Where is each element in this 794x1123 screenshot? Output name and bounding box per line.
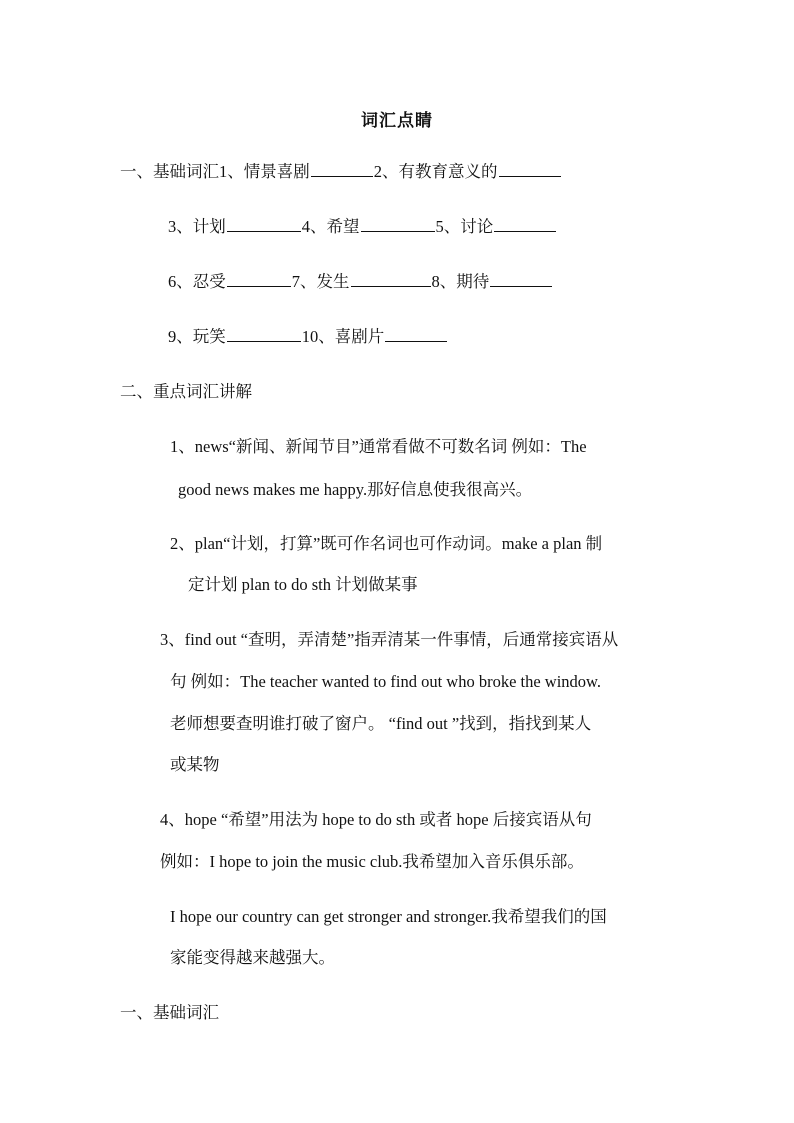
vocab-line-3 — [168, 271, 553, 293]
answer-blank — [227, 216, 301, 232]
explanation-line: 家能变得越来越强大。 — [170, 948, 335, 967]
vocab-line-2 — [168, 216, 557, 238]
vocab-item: 8、期待 — [431, 272, 490, 291]
explanation-line: 1、news“新闻、新闻节目”通常看做不可数名词 例如：The — [170, 437, 587, 456]
answer-blank — [499, 161, 561, 177]
answer-blank — [351, 271, 431, 287]
explanation-line: 2、plan“计划，打算”既可作名词也可作动词。make a plan 制 — [170, 534, 603, 553]
explanation-line: 句 例如：The teacher wanted to find out who broke the window. — [170, 672, 602, 691]
vocab-line-1 — [120, 161, 562, 183]
answer-blank — [385, 326, 447, 342]
answer-blank — [361, 216, 435, 232]
answer-blank — [227, 271, 291, 287]
explanation-line: 或某物 — [170, 755, 220, 774]
vocab-item: 7、发生 — [291, 272, 350, 291]
explanation-line: 例如：I hope to join the music club.我希望加入音乐俱乐部。 — [160, 852, 584, 871]
explanation-line: 老师想要查明谁打破了窗户。 “find out ”找到，指找到某人 — [170, 714, 592, 733]
vocab-item: 4、希望 — [301, 217, 360, 236]
answer-blank — [490, 271, 552, 287]
explanation-line: I hope our country can get stronger and stronger.我希望我们的国 — [170, 907, 607, 926]
section1-heading: 一、基础词汇 — [120, 162, 219, 181]
vocab-item: 10、喜剧片 — [301, 327, 385, 346]
page-title: 词汇点睛 — [361, 111, 433, 130]
section2-heading: 二、重点词汇讲解 — [120, 382, 252, 401]
section3-heading: 一、基础词汇 — [120, 1003, 219, 1022]
explanation-line: 定计划 plan to do sth 计划做某事 — [188, 575, 418, 594]
vocab-line-4 — [168, 326, 448, 348]
vocab-item: 5、讨论 — [435, 217, 494, 236]
explanation-line: 3、find out “查明，弄清楚”指弄清某一件事情，后通常接宾语从 — [160, 630, 619, 649]
explanation-line: good news makes me happy.那好信息使我很高兴。 — [178, 480, 533, 499]
explanation-line: 4、hope “希望”用法为 hope to do sth 或者 hope 后接宾语从句 — [160, 810, 592, 829]
vocab-item: 9、玩笑 — [168, 327, 226, 346]
vocab-item: 2、有教育意义的 — [373, 162, 498, 181]
vocab-item: 3、计划 — [168, 217, 226, 236]
answer-blank — [311, 161, 373, 177]
vocab-item: 6、忍受 — [168, 272, 226, 291]
answer-blank — [494, 216, 556, 232]
vocab-item: 1、情景喜剧 — [219, 162, 310, 181]
answer-blank — [227, 326, 301, 342]
